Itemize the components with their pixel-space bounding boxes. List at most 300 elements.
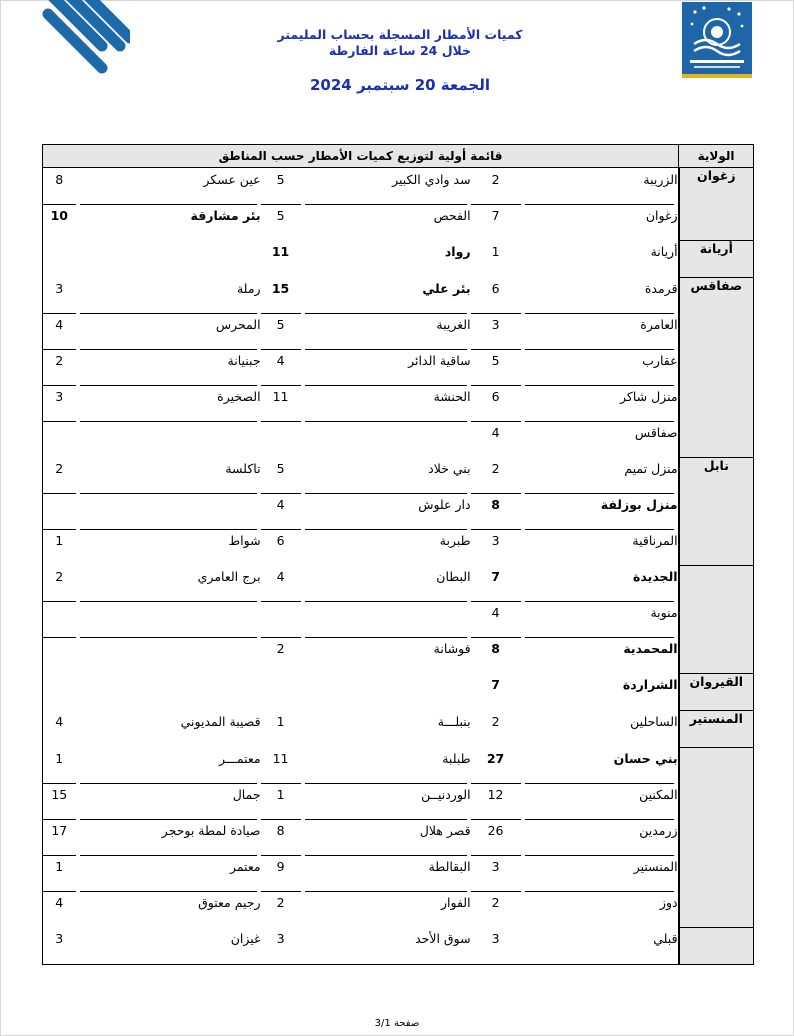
station-name — [76, 529, 261, 565]
rainfall-value — [471, 673, 521, 710]
rainfall-value — [261, 277, 301, 313]
rainfall-value-text: 4 — [491, 425, 500, 440]
station-name — [301, 529, 471, 565]
row-separator — [43, 529, 76, 530]
rainfall-value-text: 1 — [491, 244, 500, 259]
table-row — [43, 240, 754, 277]
rainfall-value-text: 1 — [55, 751, 64, 766]
row-separator — [261, 819, 301, 820]
station-name — [76, 855, 261, 891]
station-name — [521, 927, 679, 964]
station-name-text: قبلي — [653, 931, 678, 946]
governorate-cell: المنستير — [679, 710, 754, 747]
rainfall-value — [43, 421, 76, 457]
station-name-text: دار علوش — [418, 497, 471, 512]
rainfall-value-text: 12 — [487, 787, 504, 802]
rainfall-value — [43, 819, 76, 855]
station-name-text: قرمدة — [644, 281, 678, 296]
rainfall-value-text: 6 — [276, 533, 285, 548]
row-separator — [43, 819, 76, 820]
station-name-text: المكنين — [639, 787, 678, 802]
station-name-text: الصخيرة — [217, 389, 261, 404]
rainfall-value-text: 8 — [491, 641, 500, 656]
rainfall-value — [261, 313, 301, 349]
station-name — [301, 204, 471, 240]
rainfall-value — [471, 891, 521, 927]
station-name-text: منوبة — [650, 605, 678, 620]
station-name — [76, 204, 261, 240]
station-name — [301, 421, 471, 457]
station-name-text: ساقية الدائر — [408, 353, 471, 368]
row-separator — [525, 819, 674, 820]
station-name-text: الفوار — [440, 895, 471, 910]
station-name — [301, 493, 471, 529]
station-name-text: بئر مشارقة — [190, 208, 261, 223]
governorate-cell: أريانة — [679, 240, 754, 277]
rainfall-value — [43, 385, 76, 421]
row-separator — [43, 855, 76, 856]
rainfall-value-text: 1 — [276, 787, 285, 802]
station-name-text: غيزان — [230, 931, 261, 946]
station-name — [521, 349, 679, 385]
governorate-cell: صفاقس — [679, 277, 754, 457]
row-separator — [43, 783, 76, 784]
row-separator — [261, 385, 301, 386]
station-name-text: رجيم معتوق — [198, 895, 261, 910]
rainfall-value-text: 15 — [271, 281, 290, 296]
station-name-text — [76, 240, 261, 244]
governorate-cell — [679, 747, 754, 927]
station-name — [76, 927, 261, 964]
station-name — [521, 673, 679, 710]
rainfall-value — [43, 855, 76, 891]
rainfall-value — [471, 601, 521, 637]
station-name-text: الفحص — [433, 208, 471, 223]
table-row — [43, 421, 754, 457]
station-name — [521, 168, 679, 205]
rainfall-value — [471, 385, 521, 421]
rainfall-value — [43, 204, 76, 240]
rainfall-value-text: 3 — [491, 317, 500, 332]
rainfall-value-text: 7 — [491, 208, 500, 223]
station-name-text: الوردنيــن — [421, 787, 471, 802]
station-name-text: العامرة — [640, 317, 678, 332]
station-name-text: الزريبة — [643, 172, 678, 187]
rainfall-value — [43, 168, 76, 205]
rainfall-value-text: 7 — [491, 569, 500, 584]
station-name-text: جمال — [232, 787, 261, 802]
rainfall-value-text: 2 — [55, 569, 64, 584]
rainfall-value — [43, 529, 76, 565]
rainfall-value-text: 5 — [491, 353, 500, 368]
station-name-text: الساحلين — [630, 714, 678, 729]
rainfall-value-text: 26 — [487, 823, 504, 838]
row-separator — [261, 349, 301, 350]
station-name — [76, 277, 261, 313]
table-row — [43, 168, 754, 205]
station-name — [301, 168, 471, 205]
station-name — [301, 457, 471, 493]
station-name — [76, 891, 261, 927]
station-name — [301, 385, 471, 421]
station-name — [76, 313, 261, 349]
row-separator — [80, 783, 257, 784]
rainfall-value — [261, 891, 301, 927]
row-separator — [43, 891, 76, 892]
row-separator — [471, 637, 521, 638]
rainfall-value — [43, 747, 76, 783]
governorate-cell — [679, 565, 754, 673]
row-separator — [43, 349, 76, 350]
station-name — [301, 747, 471, 783]
table-row — [43, 565, 754, 601]
table-row — [43, 277, 754, 313]
station-name — [521, 710, 679, 747]
rainfall-value — [261, 421, 301, 457]
station-name — [521, 783, 679, 819]
station-name-text: عين عسكر — [203, 172, 261, 187]
station-name — [76, 385, 261, 421]
rainfall-value-text — [43, 240, 76, 244]
rainfall-table — [42, 144, 754, 965]
row-separator — [305, 783, 467, 784]
station-name-text: تاكلسة — [225, 461, 261, 476]
row-separator — [471, 529, 521, 530]
row-separator — [305, 204, 467, 205]
station-name — [76, 240, 261, 277]
report-title: كميات الأمطار المسجلة بحساب المليمتر — [277, 27, 523, 42]
rainfall-value-text: 5 — [276, 461, 285, 476]
rainfall-value — [43, 891, 76, 927]
rainfall-value-text: 8 — [276, 823, 285, 838]
row-separator — [80, 601, 257, 602]
rainfall-value-text: 1 — [55, 859, 64, 874]
row-separator — [471, 891, 521, 892]
row-separator — [471, 855, 521, 856]
row-separator — [80, 313, 257, 314]
table-row — [43, 204, 754, 240]
station-name-text: عقارب — [642, 353, 678, 368]
rainfall-value-text: 2 — [55, 461, 64, 476]
rainfall-value-text: 7 — [491, 677, 500, 692]
rainfall-value — [471, 565, 521, 601]
report-subtitle: خلال 24 ساعة الفارطة — [328, 43, 472, 58]
rainfall-value-text: 3 — [491, 533, 500, 548]
report-date: الجمعة 20 سبتمبر 2024 — [309, 76, 490, 94]
table-row — [43, 493, 754, 529]
station-name — [521, 747, 679, 783]
station-name — [76, 168, 261, 205]
row-separator — [525, 204, 674, 205]
station-name — [301, 565, 471, 601]
station-name-text: دوز — [659, 895, 678, 910]
station-name-text: الحنشة — [433, 389, 471, 404]
row-separator — [261, 529, 301, 530]
row-separator — [525, 385, 674, 386]
rainfall-value — [471, 168, 521, 205]
rainfall-value — [471, 927, 521, 964]
station-name — [76, 747, 261, 783]
rainfall-value — [261, 204, 301, 240]
station-name — [301, 240, 471, 277]
row-separator — [305, 529, 467, 530]
row-separator — [525, 493, 674, 494]
row-separator — [261, 891, 301, 892]
rainfall-value-text: 17 — [51, 823, 68, 838]
station-name — [521, 637, 679, 673]
row-separator — [80, 819, 257, 820]
rainfall-value — [261, 168, 301, 205]
row-separator — [261, 601, 301, 602]
rainfall-value-text: 5 — [276, 172, 285, 187]
row-separator — [261, 855, 301, 856]
rainfall-value — [261, 855, 301, 891]
rainfall-value — [43, 313, 76, 349]
rainfall-value-text: 3 — [55, 281, 64, 296]
rainfall-value — [261, 457, 301, 493]
governorate-cell: القيروان — [679, 673, 754, 710]
station-name-text: رواد — [444, 244, 471, 259]
row-separator — [305, 601, 467, 602]
station-name-text: صيادة لمطة بوحجر — [161, 823, 261, 838]
station-name-text: بني حسان — [613, 751, 678, 766]
row-separator — [80, 421, 257, 422]
station-name-text — [76, 673, 261, 677]
station-name — [301, 277, 471, 313]
rainfall-value-text: 2 — [276, 895, 285, 910]
row-separator — [43, 493, 76, 494]
station-name-text: بئر علي — [422, 281, 471, 296]
row-separator — [80, 529, 257, 530]
rainfall-value-text: 5 — [276, 208, 285, 223]
rainfall-value — [261, 783, 301, 819]
rainfall-value-text: 4 — [55, 895, 64, 910]
station-name — [76, 565, 261, 601]
row-separator — [261, 783, 301, 784]
station-name — [76, 349, 261, 385]
station-name-text: المحرس — [215, 317, 261, 332]
row-separator — [471, 783, 521, 784]
station-name-text: شواط — [228, 533, 261, 548]
row-separator — [525, 855, 674, 856]
station-name-text: رملة — [236, 281, 261, 296]
station-name-text: منزل شاكر — [620, 389, 678, 404]
station-name-text: الجديدة — [633, 569, 678, 584]
table-row — [43, 313, 754, 349]
row-separator — [525, 529, 674, 530]
rainfall-value-text: 1 — [276, 714, 285, 729]
station-name-text: منزل تميم — [624, 461, 678, 476]
rainfall-value-text: 2 — [55, 353, 64, 368]
row-separator — [525, 421, 674, 422]
rainfall-value — [471, 855, 521, 891]
station-name — [521, 240, 679, 277]
station-name-text: قصر هلال — [419, 823, 471, 838]
rainfall-value — [43, 240, 76, 277]
row-separator — [43, 601, 76, 602]
rainfall-value — [261, 385, 301, 421]
rainfall-value-text: 3 — [55, 389, 64, 404]
station-name — [301, 601, 471, 637]
rainfall-value — [43, 457, 76, 493]
rainfall-value — [261, 529, 301, 565]
rainfall-value — [471, 710, 521, 747]
row-separator — [471, 421, 521, 422]
rainfall-value-text: 27 — [486, 751, 505, 766]
table-row — [43, 819, 754, 855]
row-separator — [305, 637, 467, 638]
row-separator — [471, 204, 521, 205]
station-name-text: صفاقس — [634, 425, 678, 440]
station-name — [301, 673, 471, 710]
row-separator — [305, 421, 467, 422]
governorate-cell: نابل — [679, 457, 754, 565]
governorate-cell: زغوان — [679, 168, 754, 241]
station-name — [301, 927, 471, 964]
row-separator — [305, 313, 467, 314]
station-name — [301, 637, 471, 673]
station-name — [76, 493, 261, 529]
rainfall-value-text: 2 — [491, 461, 500, 476]
rainfall-value-text: 4 — [276, 497, 285, 512]
station-name-text: زرمدين — [639, 823, 678, 838]
station-name-text: بنبلـــة — [437, 714, 471, 729]
rainfall-value-text: 3 — [55, 931, 64, 946]
station-name — [301, 819, 471, 855]
table-row — [43, 349, 754, 385]
rainfall-value-text: 1 — [55, 533, 64, 548]
rainfall-value-text: 2 — [491, 895, 500, 910]
station-name — [521, 891, 679, 927]
row-separator — [471, 349, 521, 350]
station-name-text: الشراردة — [622, 677, 678, 692]
station-name — [521, 313, 679, 349]
rainfall-value-text: 11 — [271, 244, 290, 259]
row-separator — [43, 421, 76, 422]
row-separator — [471, 819, 521, 820]
row-separator — [43, 204, 76, 205]
station-name-text: البطان — [436, 569, 471, 584]
rainfall-value — [471, 313, 521, 349]
rainfall-value-text: 11 — [272, 751, 289, 766]
row-separator — [305, 349, 467, 350]
row-separator — [80, 204, 257, 205]
rainfall-value — [471, 240, 521, 277]
rainfall-value — [43, 277, 76, 313]
station-name-text: المرناقية — [632, 533, 678, 548]
station-name-text: بني خلاد — [428, 461, 471, 476]
rainfall-value — [471, 204, 521, 240]
row-separator — [80, 891, 257, 892]
rainfall-value-text — [43, 673, 76, 677]
station-name-text: سوق الأحد — [415, 931, 471, 946]
station-name — [76, 710, 261, 747]
rainfall-value — [471, 349, 521, 385]
rainfall-value-text: 2 — [491, 172, 500, 187]
station-name — [521, 819, 679, 855]
decorative-stripes-logo — [40, 0, 130, 80]
rainfall-value-text: 11 — [272, 389, 289, 404]
row-separator — [80, 637, 257, 638]
governorate-cell — [679, 927, 754, 964]
rainfall-value — [261, 240, 301, 277]
row-separator — [43, 313, 76, 314]
table-row — [43, 855, 754, 891]
row-separator — [525, 601, 674, 602]
station-name-text: طبربة — [439, 533, 471, 548]
institute-logo — [682, 2, 752, 78]
rainfall-value — [43, 927, 76, 964]
rainfall-value — [43, 601, 76, 637]
rainfall-value — [261, 349, 301, 385]
list-column-header: قائمة أولية لتوزيع كميات الأمطار حسب المناطق — [43, 145, 679, 168]
rainfall-value-text: 5 — [276, 317, 285, 332]
station-name — [76, 601, 261, 637]
station-name-text: منزل بوزلفة — [600, 497, 678, 512]
station-name — [301, 891, 471, 927]
station-name — [76, 457, 261, 493]
row-separator — [471, 313, 521, 314]
rainfall-value-text: 4 — [55, 714, 64, 729]
rainfall-value — [471, 493, 521, 529]
station-name — [521, 421, 679, 457]
rainfall-value-text: 3 — [491, 859, 500, 874]
station-name — [301, 855, 471, 891]
station-name-text: قصيبة المديوني — [180, 714, 261, 729]
rainfall-value-text: 2 — [276, 641, 285, 656]
station-name — [521, 385, 679, 421]
station-name-text: طبلبة — [442, 751, 471, 766]
rainfall-value — [261, 601, 301, 637]
rainfall-value — [43, 783, 76, 819]
row-separator — [305, 891, 467, 892]
table-row — [43, 710, 754, 747]
rainfall-value — [43, 565, 76, 601]
station-name — [301, 710, 471, 747]
table-row — [43, 601, 754, 637]
row-separator — [525, 637, 674, 638]
rainfall-value — [471, 277, 521, 313]
rainfall-value — [261, 710, 301, 747]
station-name — [521, 493, 679, 529]
governorate-column-header: الولاية — [679, 145, 754, 168]
rainfall-value-text: 6 — [491, 281, 500, 296]
row-separator — [43, 385, 76, 386]
rainfall-value — [261, 637, 301, 673]
table-row — [43, 927, 754, 964]
rainfall-value — [471, 819, 521, 855]
row-separator — [80, 493, 257, 494]
rainfall-value-text: 8 — [491, 497, 500, 512]
rainfall-value — [261, 673, 301, 710]
station-name-text: معتمر — [229, 859, 261, 874]
rainfall-value — [261, 565, 301, 601]
row-separator — [80, 385, 257, 386]
row-separator — [525, 783, 674, 784]
rainfall-value-text: 3 — [491, 931, 500, 946]
rainfall-value-text: 4 — [276, 569, 285, 584]
station-name-text: زغوان — [645, 208, 678, 223]
table-row — [43, 637, 754, 673]
station-name-text: البقالطة — [428, 859, 471, 874]
rainfall-value — [43, 349, 76, 385]
station-name-text: الغريبة — [436, 317, 471, 332]
row-separator — [471, 385, 521, 386]
rainfall-value — [471, 747, 521, 783]
rainfall-value — [471, 783, 521, 819]
row-separator — [305, 819, 467, 820]
station-name — [521, 529, 679, 565]
